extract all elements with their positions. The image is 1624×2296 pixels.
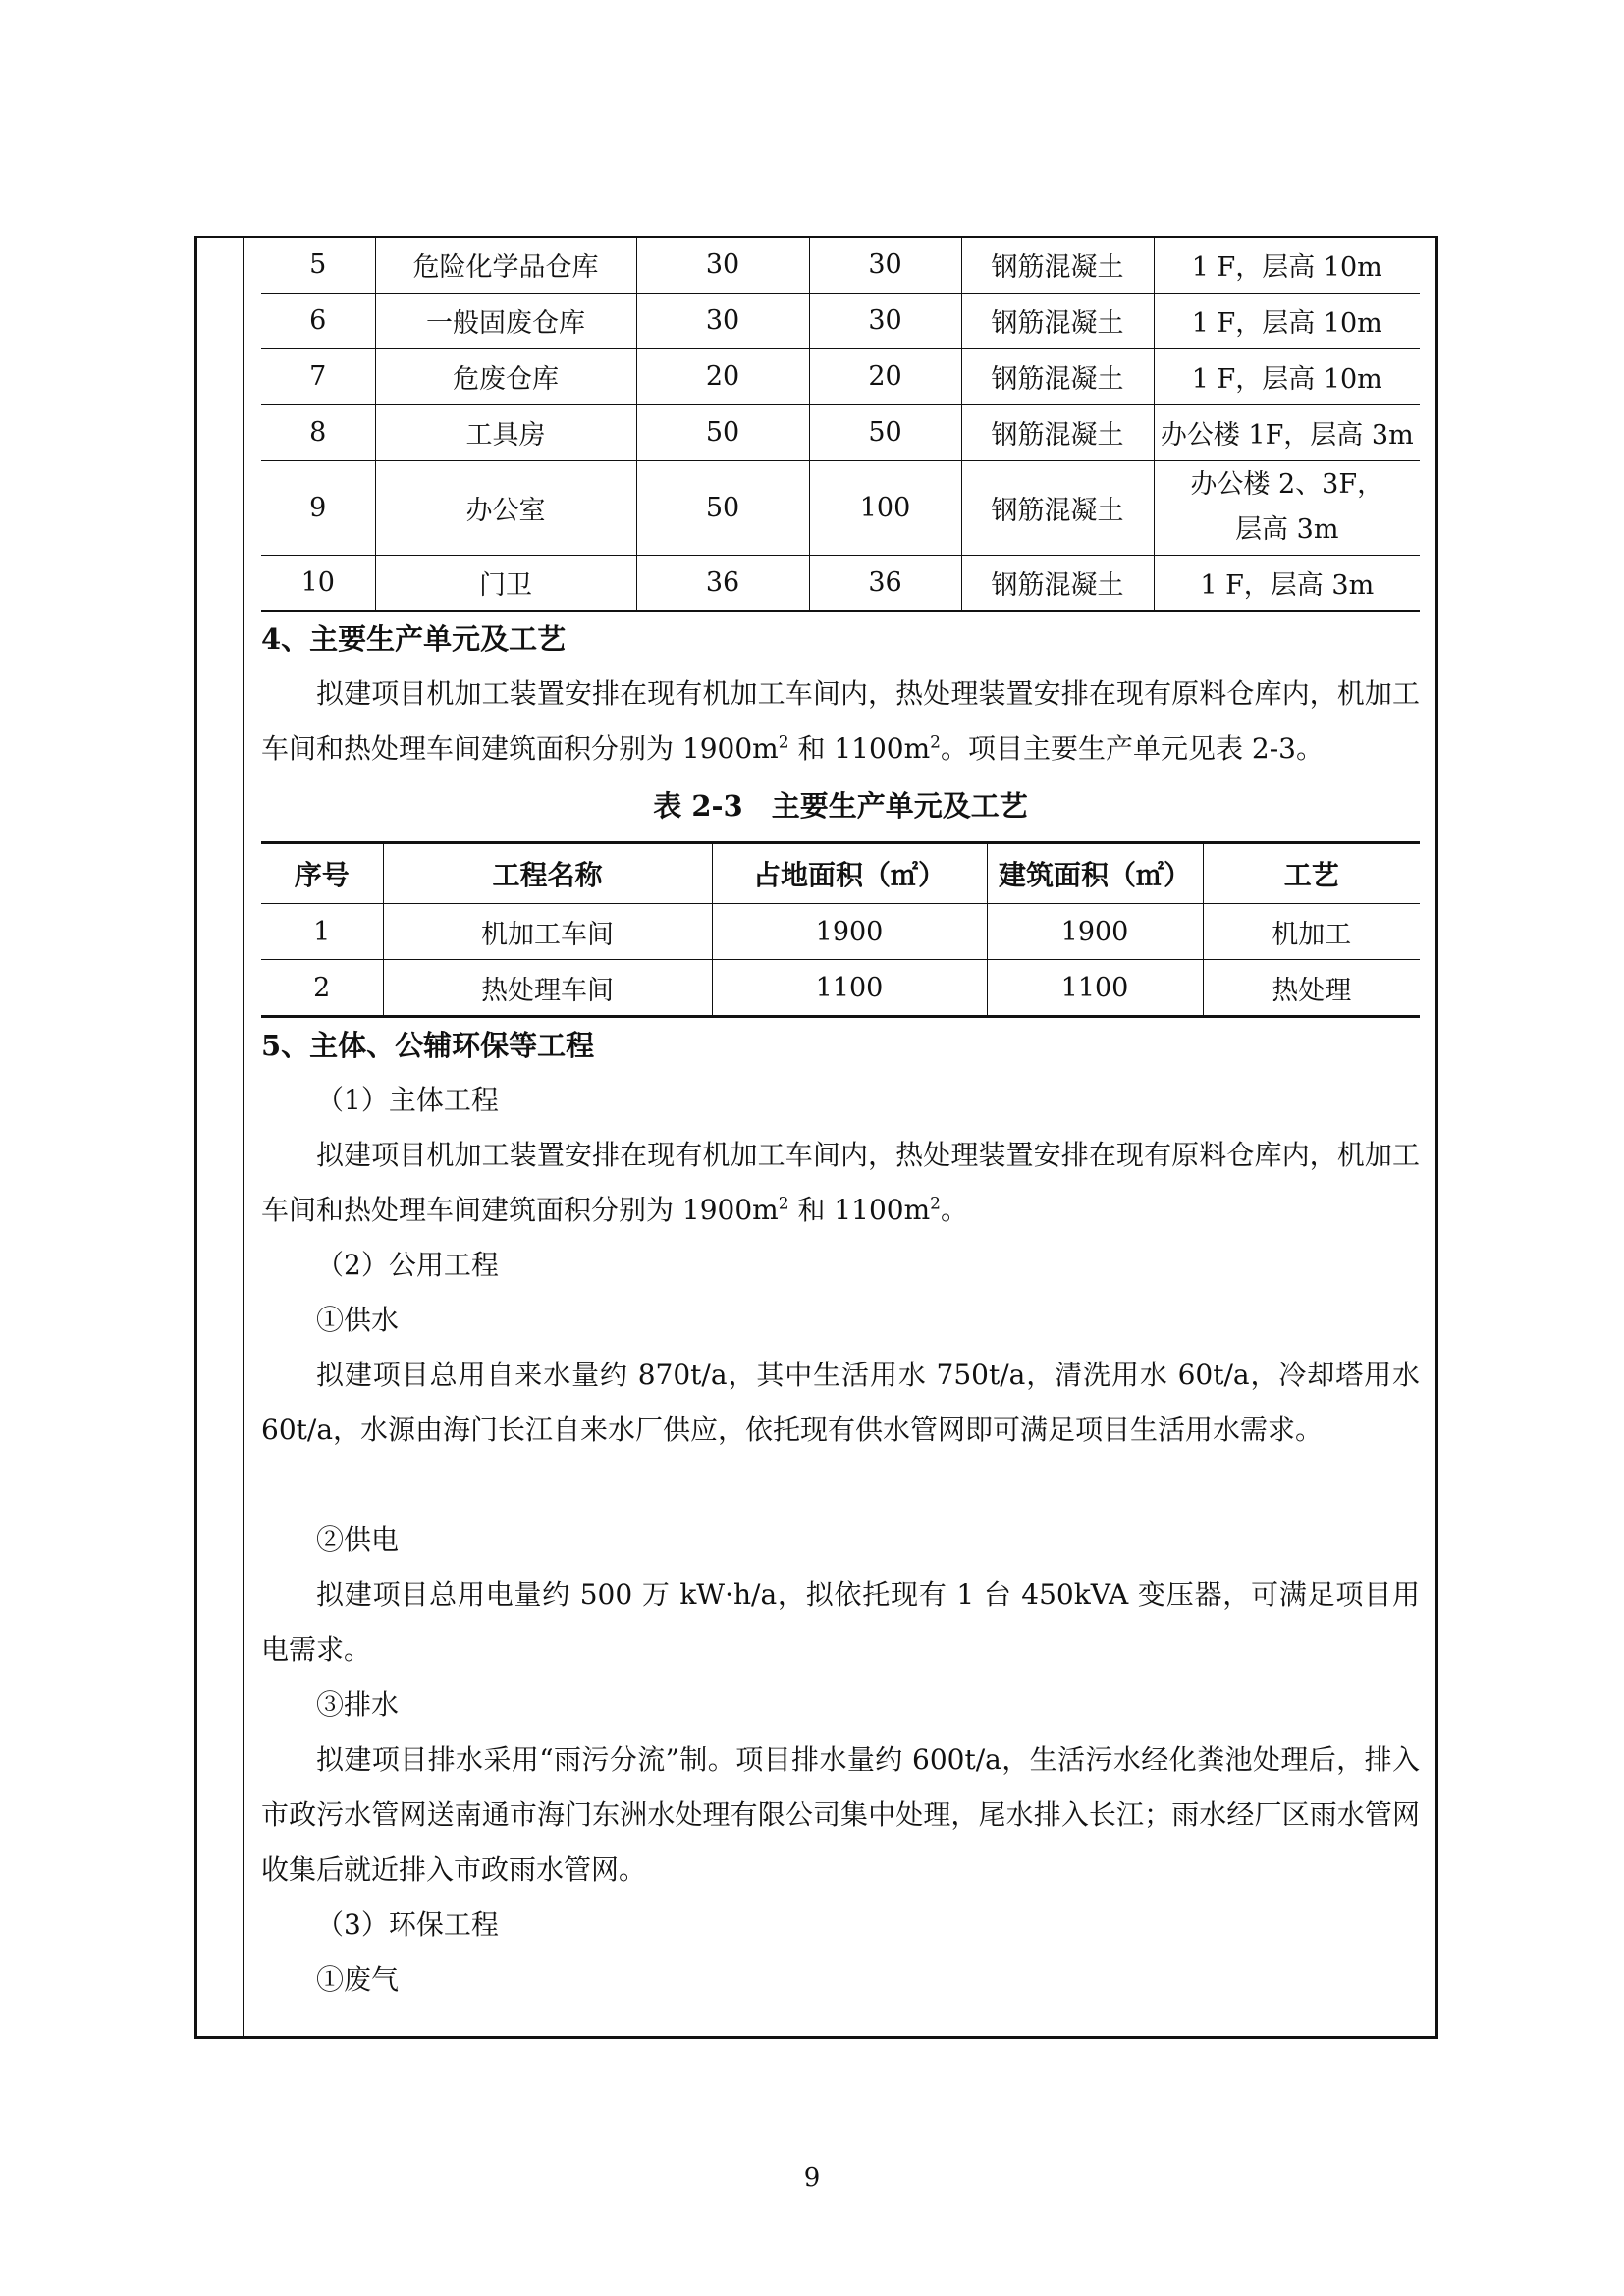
- subsection-public-works: （2）公用工程: [316, 1249, 499, 1281]
- floors: 1 F，层高 3m: [1154, 555, 1420, 611]
- building-name: 危险化学品仓库: [375, 237, 636, 293]
- floor-area: 30: [636, 293, 809, 348]
- structure: 钢筋混凝土: [961, 555, 1154, 611]
- table-row: [261, 904, 1420, 960]
- building-area: 100: [809, 460, 961, 555]
- power-supply-paragraph: 拟建项目总用电量约 500 万 kW·h/a，拟依托现有 1 台 450kVA 变压器，可满足项目用电需求。: [261, 1578, 1420, 1666]
- table-cell: 1900: [987, 904, 1203, 960]
- column-header: 工艺: [1203, 843, 1420, 904]
- blank-line: [261, 1458, 1420, 1513]
- table-cell: 1100: [712, 960, 987, 1017]
- table-cell: 2: [261, 960, 383, 1017]
- table-row: [261, 404, 1420, 460]
- page-content: [261, 236, 1420, 2007]
- superscript: 2: [778, 732, 789, 753]
- production-unit-table: [261, 841, 1420, 1018]
- table-cell: 1: [261, 904, 383, 960]
- table-row: [261, 960, 1420, 1017]
- building-name: 一般固废仓库: [375, 293, 636, 348]
- water-supply-paragraph: 拟建项目总用自来水量约 870t/a，其中生活用水 750t/a，清洗用水 60t/a，冷却塔用水 60t/a，水源由海门长江自来水厂供应，依托现有供水管网即可满足项目生活用水需求。: [261, 1359, 1420, 1446]
- building-area: 30: [809, 293, 961, 348]
- floor-area: 20: [636, 348, 809, 404]
- row-number: 9: [261, 460, 375, 555]
- column-header: 占地面积（㎡）: [712, 843, 987, 904]
- floor-area: 36: [636, 555, 809, 611]
- superscript: 2: [778, 1194, 789, 1214]
- building-name: 门卫: [375, 555, 636, 611]
- table-row: [261, 293, 1420, 348]
- row-number: 7: [261, 348, 375, 404]
- water-supply-title: ①供水: [316, 1304, 400, 1336]
- row-number: 10: [261, 555, 375, 611]
- structure: 钢筋混凝土: [961, 460, 1154, 555]
- column-header: 建筑面积（㎡）: [987, 843, 1203, 904]
- building-area: 20: [809, 348, 961, 404]
- table-cell: 热处理: [1203, 960, 1420, 1017]
- structure: 钢筋混凝土: [961, 237, 1154, 293]
- floor-area: 30: [636, 237, 809, 293]
- subsection-environmental-works: （3）环保工程: [316, 1908, 499, 1941]
- frame-inner-rule: [243, 236, 244, 2039]
- waste-gas-title: ①废气: [316, 1963, 400, 1996]
- floors: [1154, 460, 1420, 555]
- table-cell: 热处理车间: [383, 960, 712, 1017]
- text-span: 和 1100m: [788, 732, 931, 765]
- table-row: [261, 237, 1420, 293]
- row-number: 6: [261, 293, 375, 348]
- building-table: [261, 236, 1420, 612]
- superscript: 2: [930, 732, 941, 753]
- table-row: [261, 555, 1420, 611]
- table-row: [261, 348, 1420, 404]
- structure: 钢筋混凝土: [961, 293, 1154, 348]
- text-span: 。项目主要生产单元见表 2-3。: [941, 732, 1324, 765]
- row-number: 5: [261, 237, 375, 293]
- column-header: 工程名称: [383, 843, 712, 904]
- main-works-paragraph: [261, 1128, 1420, 1238]
- superscript: 2: [930, 1194, 941, 1214]
- table-header-row: [261, 843, 1420, 904]
- floor-area: 50: [636, 460, 809, 555]
- floors: 1 F，层高 10m: [1154, 348, 1420, 404]
- structure: 钢筋混凝土: [961, 348, 1154, 404]
- subsection-main-works: （1）主体工程: [316, 1084, 499, 1116]
- text-span: 拟建项目机加工装置安排在现有机加工车间内，热处理装置安排在现有原料仓库内，机加工车间和热处理车间建筑面积分别为 1900m: [261, 677, 1420, 765]
- floors: 1 F，层高 10m: [1154, 237, 1420, 293]
- section-4-paragraph: [261, 667, 1420, 776]
- floors-line-2: 层高 3m: [1235, 514, 1339, 545]
- table-cell: 1900: [712, 904, 987, 960]
- table-row: [261, 460, 1420, 555]
- text-span: 。: [941, 1194, 969, 1226]
- table-caption: 表 2-3 主要生产单元及工艺: [653, 789, 1028, 823]
- building-area: 50: [809, 404, 961, 460]
- drainage-paragraph: 拟建项目排水采用“雨污分流”制。项目排水量约 600t/a，生活污水经化粪池处理后，排入市政污水管网送南通市海门东洲水处理有限公司集中处理，尾水排入长江；雨水经厂区雨水管网收集后就近排入市政雨水管网。: [261, 1743, 1420, 1886]
- building-name: 办公室: [375, 460, 636, 555]
- column-header: 序号: [261, 843, 383, 904]
- structure: 钢筋混凝土: [961, 404, 1154, 460]
- building-name: 危废仓库: [375, 348, 636, 404]
- building-area: 30: [809, 237, 961, 293]
- drainage-title: ③排水: [316, 1688, 400, 1721]
- building-name: 工具房: [375, 404, 636, 460]
- floors-line-1: 办公楼 2、3F，: [1190, 469, 1384, 500]
- row-number: 8: [261, 404, 375, 460]
- section-5-heading: 5、主体、公辅环保等工程: [261, 1029, 595, 1062]
- text-span: 拟建项目机加工装置安排在现有机加工车间内，热处理装置安排在现有原料仓库内，机加工车间和热处理车间建筑面积分别为 1900m: [261, 1139, 1420, 1226]
- table-cell: 机加工车间: [383, 904, 712, 960]
- table-cell: 1100: [987, 960, 1203, 1017]
- section-4-heading: 4、主要生产单元及工艺: [261, 622, 567, 656]
- floors: 1 F，层高 10m: [1154, 293, 1420, 348]
- building-area: 36: [809, 555, 961, 611]
- text-span: 和 1100m: [788, 1194, 931, 1226]
- page-number: 9: [803, 2163, 821, 2193]
- table-cell: 机加工: [1203, 904, 1420, 960]
- floor-area: 50: [636, 404, 809, 460]
- power-supply-title: ②供电: [316, 1523, 400, 1556]
- floors: 办公楼 1F，层高 3m: [1154, 404, 1420, 460]
